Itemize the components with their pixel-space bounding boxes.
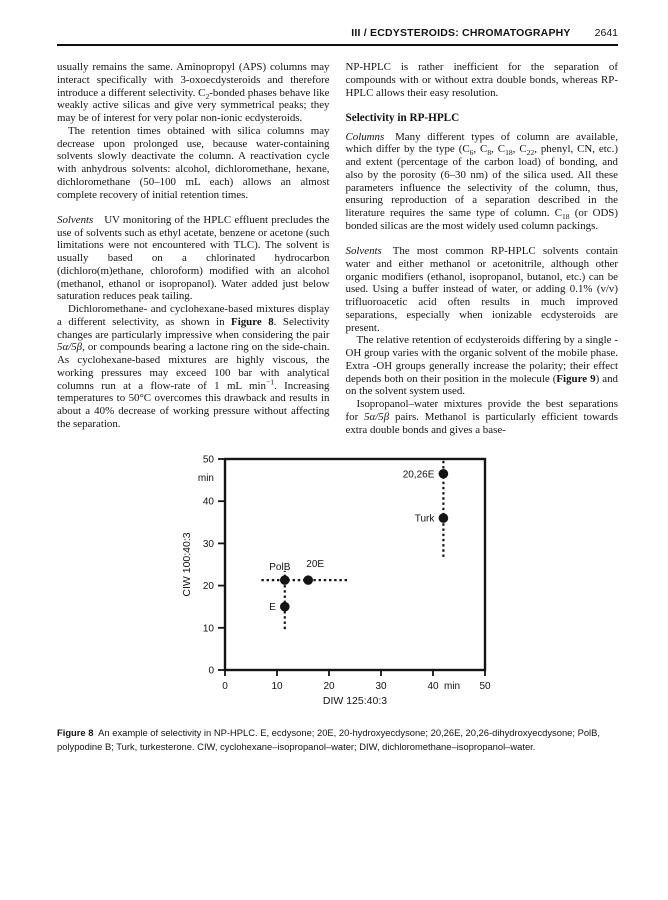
text-run: The relative retention of ecdysteroids differing by a single -OH group varies with the organic solvent of the mobile phase. Extra -OH groups generally increase the polarity; their effect depends both on their position in the molecule ( [345,334,618,385]
page-number: 2641 [594,27,618,39]
x-tick-label: 20 [323,681,335,693]
running-head: III / ECDYSTEROIDS: CHROMATOGRAPHY [351,27,571,39]
text-run: . Increasing temperatures to 50°C overcomes this drawback and results in about a 40% decrease of working pressure without affecting the separation. [57,379,330,430]
text-run: . Selectivity changes are particularly impressive when considering the pair [57,315,330,341]
header-rule [57,44,618,46]
data-point [439,469,449,479]
text-run: NP-HPLC is rather inefficient for the separation of compounds with or without extra double bonds, whereas RP-HPLC allows their easy resolution. [345,61,618,99]
scatter-chart [180,450,510,713]
x-tick-label: 10 [271,681,283,693]
text-run: 18 [505,148,513,158]
x-tick-label: 50 [479,681,491,693]
page-header [57,27,618,39]
y-tick-label: 20 [202,581,214,593]
text-run: 5α/5β [364,410,390,423]
text-run: Figure 8 [57,727,94,739]
y-axis-unit-label: min [197,473,214,485]
text-run: An example of selectivity in NP-HPLC. E, ecdysone; 20E, 20-hydroxyecdysone; 20,26E, 20,26-dihydroxyecdysone; PolB, polypodine B; Turk, turkesterone. CIW, cyclohexane–isopropanol–water; DIW, dichloromethane–isopropanol–water. [57,727,600,752]
text-run: Figure 8 [231,315,274,328]
data-point [280,602,290,612]
figure-8 [57,450,618,753]
text-run: 2 [205,91,210,101]
y-tick-label: 10 [202,623,214,635]
text-run: 6 [469,148,474,158]
text-run: -bonded phases behave like weakly active silicas and give very symmetrical peaks; they may be of interest for very polar non-ionic ecdysteroids. [57,86,330,124]
text-run: Columns [345,130,385,143]
data-point [280,576,290,586]
text-run: Isopropanol–water mixtures provide the best separations for [345,398,618,423]
paragraph [57,214,330,303]
text-run: 5α/5β [57,341,83,354]
text-run: 22 [526,148,535,158]
plot-frame [225,459,485,670]
text-run: The most common RP-HPLC solvents contain water and either methanol or acetonitrile, although other organic modifiers (ethanol, isopropanol, butanol, etc.) can be used. Using a buffer instead of water, or adding 0.1% (v/v) trifluoroacetic acid often results in much improved separations, especially when ionizable ecdysteroids are present. [345,245,618,334]
text-run: , phenyl, CN, etc.) and extent (percentage of the carbon load) of bonding, and also by the porosity (6–30 nm) of the silica used. All these parameters influence the selectivity of the column, thus, ensuring reproduction of a separation described in the literature requires the same type of column. C [345,143,618,220]
text-run: Selectivity in RP-HPLC [345,111,460,124]
text-run: UV monitoring of the HPLC effluent precludes the use of solvents such as ethyl acetate, benzene or acetone (such limitations were not encountered with TLC). The solvent is usually based on a chlorinated hydrocarbon (dichloro(m)ethane, chloroform) modified with an alcohol (methanol, ethanol or isopropanol). Water added just below saturation reduces peak tailing. [57,213,330,303]
data-point-label: 20E [306,559,325,571]
paragraph [346,61,619,99]
x-axis-unit-label: min [444,681,461,693]
y-tick-label: 0 [208,665,214,677]
text-run: usually remains the same. Aminopropyl (APS) columns may interact specifically with 3-oxoecdysteroids and therefore introduce a different selectivity. C [57,61,330,99]
paragraph [57,303,330,431]
paragraph [57,61,330,125]
text-run: , C [473,143,488,156]
data-point [303,576,313,586]
text-run: Solvents [57,213,94,226]
paragraph [57,125,330,202]
y-tick-label: 30 [202,539,214,551]
text-run: pairs. Methanol is particularly efficient towards extra double bonds and gives a base- [345,410,618,436]
text-run: ) and on the solvent system used. [345,372,619,398]
left-column [57,61,330,436]
x-axis-label: DIW 125:40:3 [322,695,388,708]
text-run: Many different types of column are available, which differ by the type (C [345,130,618,156]
section-heading [346,112,619,125]
text-run: , or compounds bearing a lactone ring on the side-chain. As cyclohexane-based mixtures are highly viscous, the working pressures may exceed 100 bar with analytical columns run at a flow-rate of 1 mL min [57,341,330,392]
text-run: −1 [265,376,275,386]
x-tick-label: 0 [222,681,228,693]
y-tick-label: 40 [202,497,214,509]
text-run: (or ODS) bonded silicas are the most widely used column packings. [345,207,618,232]
text-run: 8 [487,148,492,158]
text-run: Dichloromethane- and cyclohexane-based mixtures display a different selectivity, as shown in [57,303,330,328]
text-run: , C [512,143,527,156]
two-column-text [57,61,618,436]
data-point-label: E [269,602,276,614]
right-column [346,61,619,436]
data-point [439,514,449,524]
y-tick-label: 50 [202,454,214,466]
x-tick-label: 40 [427,681,439,693]
paragraph [346,334,619,398]
paragraph [346,245,619,334]
data-point-label: Turk [414,513,435,525]
paragraph [346,398,619,436]
figure-caption [57,726,618,753]
y-axis-label: CIW 100:40:3 [181,532,193,597]
text-run: , C [491,143,506,156]
data-point-label: 20,26E [402,469,435,481]
text-run: 18 [562,212,570,222]
paragraph [346,131,619,233]
chart-svg [180,450,510,708]
data-point-label: PolB [269,562,291,574]
x-tick-label: 30 [375,681,387,693]
text-run: Figure 9 [556,372,596,385]
text-run: Solvents [345,245,382,258]
text-run: The retention times obtained with silica columns may decrease upon prolonged use, because water-containing solvents slowly deactivate the column. A reactivation cycle with anhydrous solvents: alcohol, dichloromethane, hexane, dichloromethane (50–100 mL each) allows an almost complete recovery of initial retention times. [57,124,330,201]
